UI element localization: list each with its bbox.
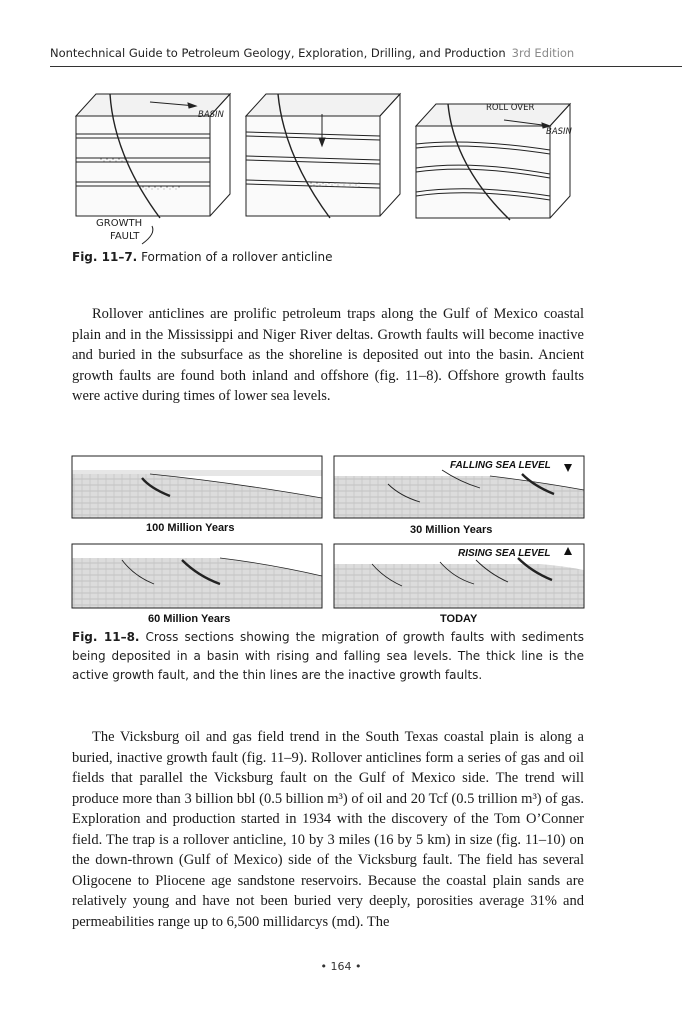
label-today: TODAY [440, 613, 478, 625]
label-basin-right: BASIN [546, 127, 572, 137]
label-rising-sea-level: RISING SEA LEVEL [458, 548, 551, 559]
caption-number: Fig. 11–8. [72, 630, 140, 644]
running-header [50, 46, 682, 67]
figure-11-8-caption [72, 628, 584, 685]
figure-growth-fault-migration [70, 452, 586, 628]
caption-number: Fig. 11–7. [72, 250, 138, 264]
paragraph-1: Rollover anticlines are prolific petroleum traps along the Gulf of Mexico coastal plain and in the Mississippi and Niger River deltas. Growth faults will become inactive and buried in the subsurface as the shoreline is deposited out into the basin. Ancient growth faults are found both inland and offshore (fig. 11–8). Offshore growth faults were active during times of lower sea levels. [72, 306, 584, 404]
label-fault: FAULT [110, 231, 140, 242]
block-diagram-3 [416, 104, 570, 220]
panel-60-million-years [72, 544, 322, 608]
header-edition: 3rd Edition [511, 46, 575, 60]
label-60-million-years: 60 Million Years [148, 613, 231, 625]
caption-text: Cross sections showing the migration of growth faults with sediments being deposited in a basin with rising and falling sea levels. The thick line is the active growth fault, and the thin lines are the inactive growth faults. [72, 630, 584, 682]
page-number: • 164 • [320, 960, 362, 973]
panel-100-million-years [72, 456, 322, 518]
label-roll-over: ROLL OVER [486, 103, 535, 113]
label-basin-left: BASIN [198, 110, 224, 120]
label-growth: GROWTH [96, 218, 143, 229]
block-diagram-2 [246, 94, 400, 218]
label-30-million-years: 30 Million Years [410, 524, 493, 536]
label-100-million-years: 100 Million Years [146, 522, 235, 534]
paragraph-2: The Vicksburg oil and gas field trend in the South Texas coastal plain is along a buried, inactive growth fault (fig. 11–9). Rollover anticlines form a series of gas and oil fields that parallel the Vicksburg fault on the Gulf of Mexico side. The trend will produce more than 3 billion bbl (0.5 billion m³) of oil and 20 Tcf (0.5 trillion m³) of gas. Exploration and production started in 1934 with the discovery of the Tom O’Conner field. The trap is a rollover anticline, 10 by 3 miles (16 by 5 km) in size (fig. 11–10) on the down-thrown (Gulf of Mexico) side of the Vicksburg fault. The field has several Oligocene to Pliocene age sandstone reservoirs. Because the coastal plain sands are relatively young and have not been buried very deeply, porosities average 31% and permeabilities range up to 6,500 millidarcys (md). The [72, 729, 584, 930]
caption-text: Formation of a rollover anticline [137, 250, 333, 264]
header-title: Nontechnical Guide to Petroleum Geology, Exploration, Drilling, and Production [50, 46, 506, 60]
label-falling-sea-level: FALLING SEA LEVEL [450, 460, 551, 471]
figure-11-7-caption [72, 250, 333, 264]
figure-rollover-anticline [70, 86, 590, 246]
